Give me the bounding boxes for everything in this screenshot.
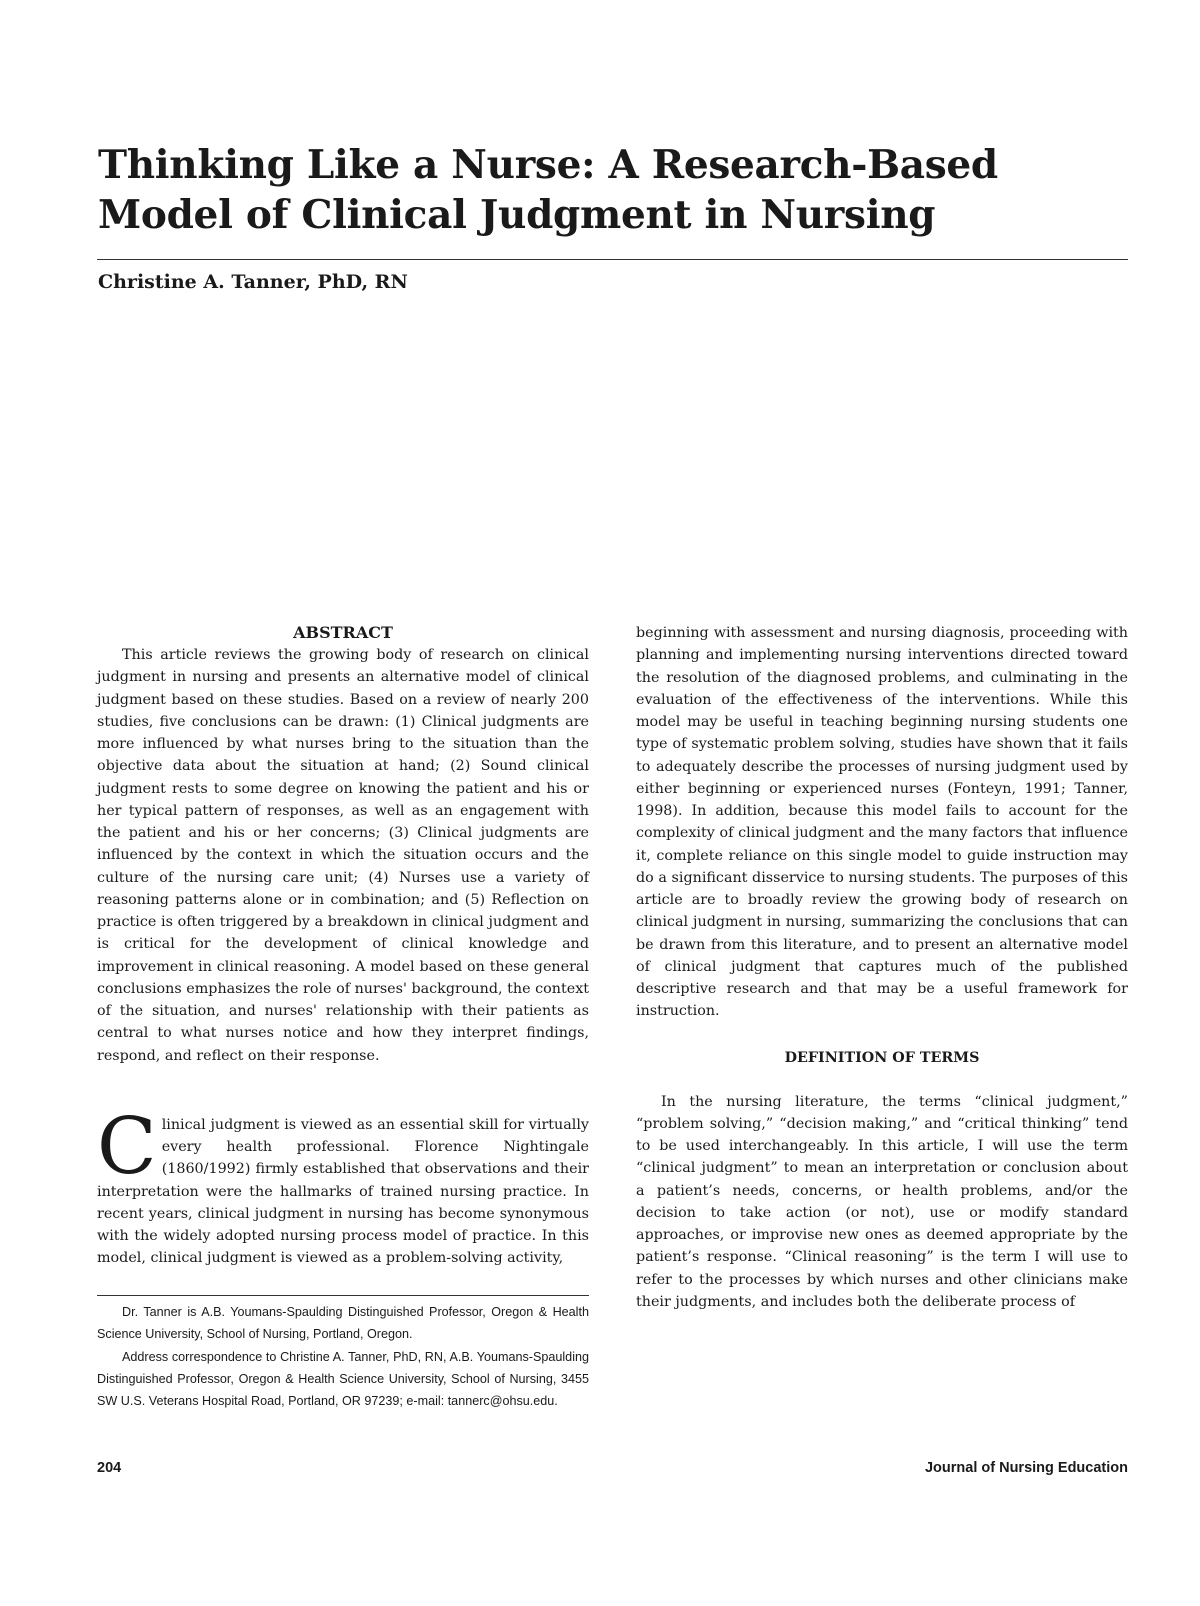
footnotes bbox=[97, 1301, 589, 1412]
intro-continuation: beginning with assessment and nursing diagnosis, proceeding with planning and implementing nursing interventions directed toward the resolution of the diagnosed problems, and culminating in the evaluation of the effectiveness of the interventions. While this model may be useful in teaching beginning nursing students one type of systematic problem solving, studies have shown that it fails to adequately describe the processes of nursing judgment used by either beginning or experienced nurses (Fonteyn, 1991; Tanner, 1998). In addition, because this model fails to account for the complexity of clinical judgment and the many factors that influence it, complete reliance on this single model to guide instruction may do a significant disservice to nursing students. The purposes of this article are to broadly review the growing body of research on clinical judgment in nursing, summarizing the conclusions that can be drawn from this literature, and to present an alternative model of clinical judgment that captures much of the published descriptive research and that may be a useful framework for instruction. bbox=[636, 625, 1128, 1020]
page-number: 204 bbox=[97, 1460, 122, 1476]
right-column bbox=[636, 622, 1128, 1313]
drop-cap: C bbox=[97, 1101, 157, 1192]
author-byline: Christine A. Tanner, PhD, RN bbox=[98, 271, 408, 293]
footnote-correspondence: Address correspondence to Christine A. Tanner, PhD, RN, A.B. Youmans-Spaulding Distinguished Professor, Oregon & Health Science University, School of Nursing, 3455 SW U.S. Veterans Hospital Road, Portland, OR 97239; e-mail: tannerc@ohsu.edu. bbox=[97, 1349, 589, 1409]
abstract-text: This article reviews the growing body of research on clinical judgment in nursing and presents an alternative model of clinical judgment based on these studies. Based on a review of nearly 200 studies, five conclusions can be drawn: (1) Clinical judgments are more influenced by what nurses bring to the situation than the objective data about the situation at hand; (2) Sound clinical judgment rests to some degree on knowing the patient and his or her typical pattern of responses, as well as an engagement with the patient and his or her concerns; (3) Clinical judgments are influenced by the context in which the situation occurs and the culture of the nursing care unit; (4) Nurses use a variety of reasoning patterns alone or in combination; and (5) Reflection on practice is often triggered by a breakdown in clinical judgment and is critical for the development of clinical knowledge and improvement in clinical reasoning. A model based on these general conclusions emphasizes the role of nurses' background, the context of the situation, and nurses' relationship with their patients as central to what nurses notice and how they interpret findings, respond, and reflect on their response. bbox=[97, 647, 589, 1064]
title-divider bbox=[97, 259, 1128, 260]
journal-name: Journal of Nursing Education bbox=[924, 1460, 1128, 1476]
footnote-affiliation: Dr. Tanner is A.B. Youmans-Spaulding Distinguished Professor, Oregon & Health Science University, School of Nursing, Portland, Oregon. bbox=[97, 1305, 589, 1342]
footnote-divider bbox=[97, 1295, 589, 1296]
definition-paragraph: In the nursing literature, the terms “clinical judgment,” “problem solving,” “decision making,” and “critical thinking” tend to be used interchangeably. In this article, I will use the term “clinical judgment” to mean an interpretation or conclusion about a patient’s needs, concerns, or health problems, and/or the decision to take action (or not), use or modify standard approaches, or improvise new ones as deemed appropriate by the patient’s response. “Clinical reasoning” is the term I will use to refer to the processes by which nurses and other clinicians make their judgments, and includes both the deliberate process of bbox=[636, 1093, 1128, 1310]
intro-text: linical judgment is viewed as an essential skill for virtually every health professional. Florence Nightingale (1860/1992) firmly established that observations and their interpretation were the hallmarks of trained nursing practice. In recent years, clinical judgment in nursing has become synonymous with the widely adopted nursing process model of practice. In this model, clinical judgment is viewed as a problem-solving activity, bbox=[97, 1116, 589, 1267]
section-heading-definition-of-terms: DEFINITION OF TERMS bbox=[784, 1049, 980, 1066]
intro-paragraph bbox=[97, 1101, 589, 1270]
left-column bbox=[97, 622, 589, 1270]
article-title: Thinking Like a Nurse: A Research-Based Model of Clinical Judgment in Nursing bbox=[98, 142, 998, 238]
abstract-heading: ABSTRACT bbox=[293, 623, 393, 642]
